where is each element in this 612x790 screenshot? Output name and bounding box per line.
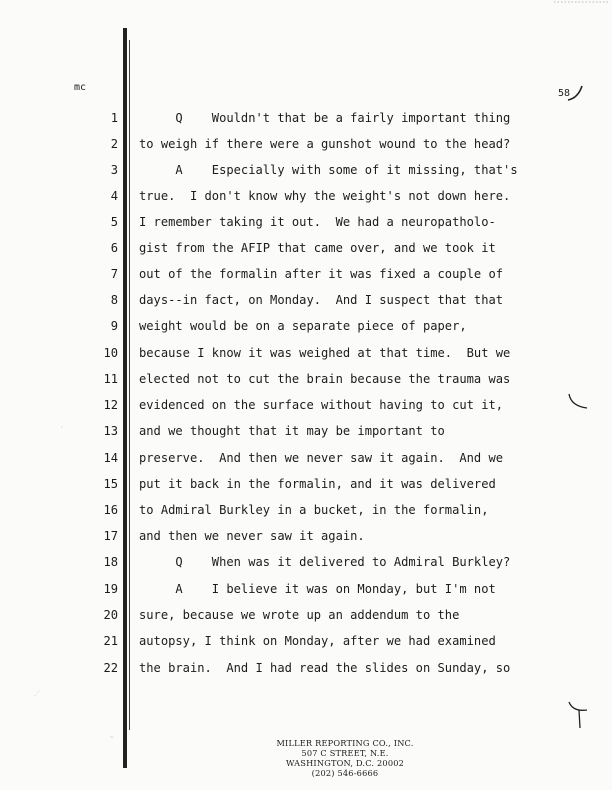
transcript-line (0, 658, 612, 678)
scan-speck: ⋯ (110, 734, 114, 741)
line-number: 11 (103, 372, 118, 386)
line-text: elected not to cut the brain because the trauma was (139, 372, 511, 386)
transcript-line (0, 108, 612, 128)
line-number: 1 (110, 111, 118, 125)
line-number: 7 (110, 267, 118, 281)
scan-speck: · (60, 424, 64, 431)
line-text: A I believe it was on Monday, but I'm not (139, 582, 496, 596)
line-number: 17 (103, 529, 118, 543)
line-number: 18 (103, 555, 118, 569)
transcript-line (0, 369, 612, 389)
page-number-mark (566, 82, 588, 104)
line-number: 6 (110, 241, 118, 255)
line-text: because I know it was weighed at that time. But we (139, 346, 511, 360)
transcript-line (0, 552, 612, 572)
transcript-line (0, 526, 612, 546)
reporting-company-footer (250, 738, 440, 778)
transcript-line (0, 264, 612, 284)
transcript-line (0, 134, 612, 154)
transcript-line (0, 212, 612, 232)
line-number: 20 (103, 608, 118, 622)
transcript-line (0, 186, 612, 206)
line-number: 2 (110, 137, 118, 151)
line-text: to weigh if there were a gunshot wound to the head? (139, 137, 511, 151)
corner-scan-mark (552, 0, 612, 10)
line-number: 10 (103, 346, 118, 360)
line-number: 15 (103, 477, 118, 491)
line-number: 21 (103, 634, 118, 648)
transcript-line (0, 316, 612, 336)
line-number: 19 (103, 582, 118, 596)
line-text: evidenced on the surface without having to cut it, (139, 398, 504, 412)
line-number: 4 (110, 189, 118, 203)
transcript-line (0, 343, 612, 363)
transcript-line (0, 605, 612, 625)
transcript-line (0, 579, 612, 599)
line-number: 12 (103, 398, 118, 412)
line-text: Q Wouldn't that be a fairly important thing (139, 111, 511, 125)
line-text: and we thought that it may be important to (139, 424, 445, 438)
line-number: 8 (110, 293, 118, 307)
transcript-line (0, 474, 612, 494)
line-text: true. I don't know why the weight's not down here. (139, 189, 511, 203)
page-number: 58 (558, 88, 571, 99)
line-text: days--in fact, on Monday. And I suspect that that (139, 293, 504, 307)
line-text: preserve. And then we never saw it again. And we (139, 451, 504, 465)
transcript-line (0, 238, 612, 258)
line-text: Q When was it delivered to Admiral Burkley? (139, 555, 511, 569)
line-text: sure, because we wrote up an addendum to the (139, 608, 460, 622)
transcript-line (0, 631, 612, 651)
line-text: gist from the AFIP that came over, and we took it (139, 241, 496, 255)
line-text: put it back in the formalin, and it was delivered (139, 477, 496, 491)
line-text: out of the formalin after it was fixed a couple of (139, 267, 504, 281)
reporter-initials: mc (74, 82, 87, 93)
line-number: 3 (110, 163, 118, 177)
transcript-line (0, 421, 612, 441)
line-text: weight would be on a separate piece of paper, (139, 319, 467, 333)
transcript-line (0, 448, 612, 468)
line-text: A Especially with some of it missing, that's (139, 163, 518, 177)
line-number: 14 (103, 451, 118, 465)
line-text: and then we never saw it again. (139, 529, 365, 543)
margin-bracket-mark (567, 698, 589, 728)
transcript-line (0, 160, 612, 180)
line-text: to Admiral Burkley in a bucket, in the formalin, (139, 503, 489, 517)
line-text: I remember taking it out. We had a neuropatholo- (139, 215, 496, 229)
line-text: the brain. And I had read the slides on Sunday, so (139, 661, 511, 675)
scan-speck: ⋰ (34, 690, 40, 697)
line-number: 9 (110, 319, 118, 333)
line-number: 5 (110, 215, 118, 229)
footer-street: 507 C STREET, N.E. (301, 748, 389, 758)
transcript-line (0, 500, 612, 520)
transcript-line (0, 395, 612, 415)
line-number: 16 (103, 503, 118, 517)
line-number: 22 (103, 661, 118, 675)
footer-company: MILLER REPORTING CO., INC. (276, 738, 414, 748)
transcript-line (0, 290, 612, 310)
line-text: autopsy, I think on Monday, after we had examined (139, 634, 496, 648)
footer-city: WASHINGTON, D.C. 20002 (285, 758, 405, 768)
footer-phone: (202) 546-6666 (311, 768, 379, 778)
line-number: 13 (103, 424, 118, 438)
